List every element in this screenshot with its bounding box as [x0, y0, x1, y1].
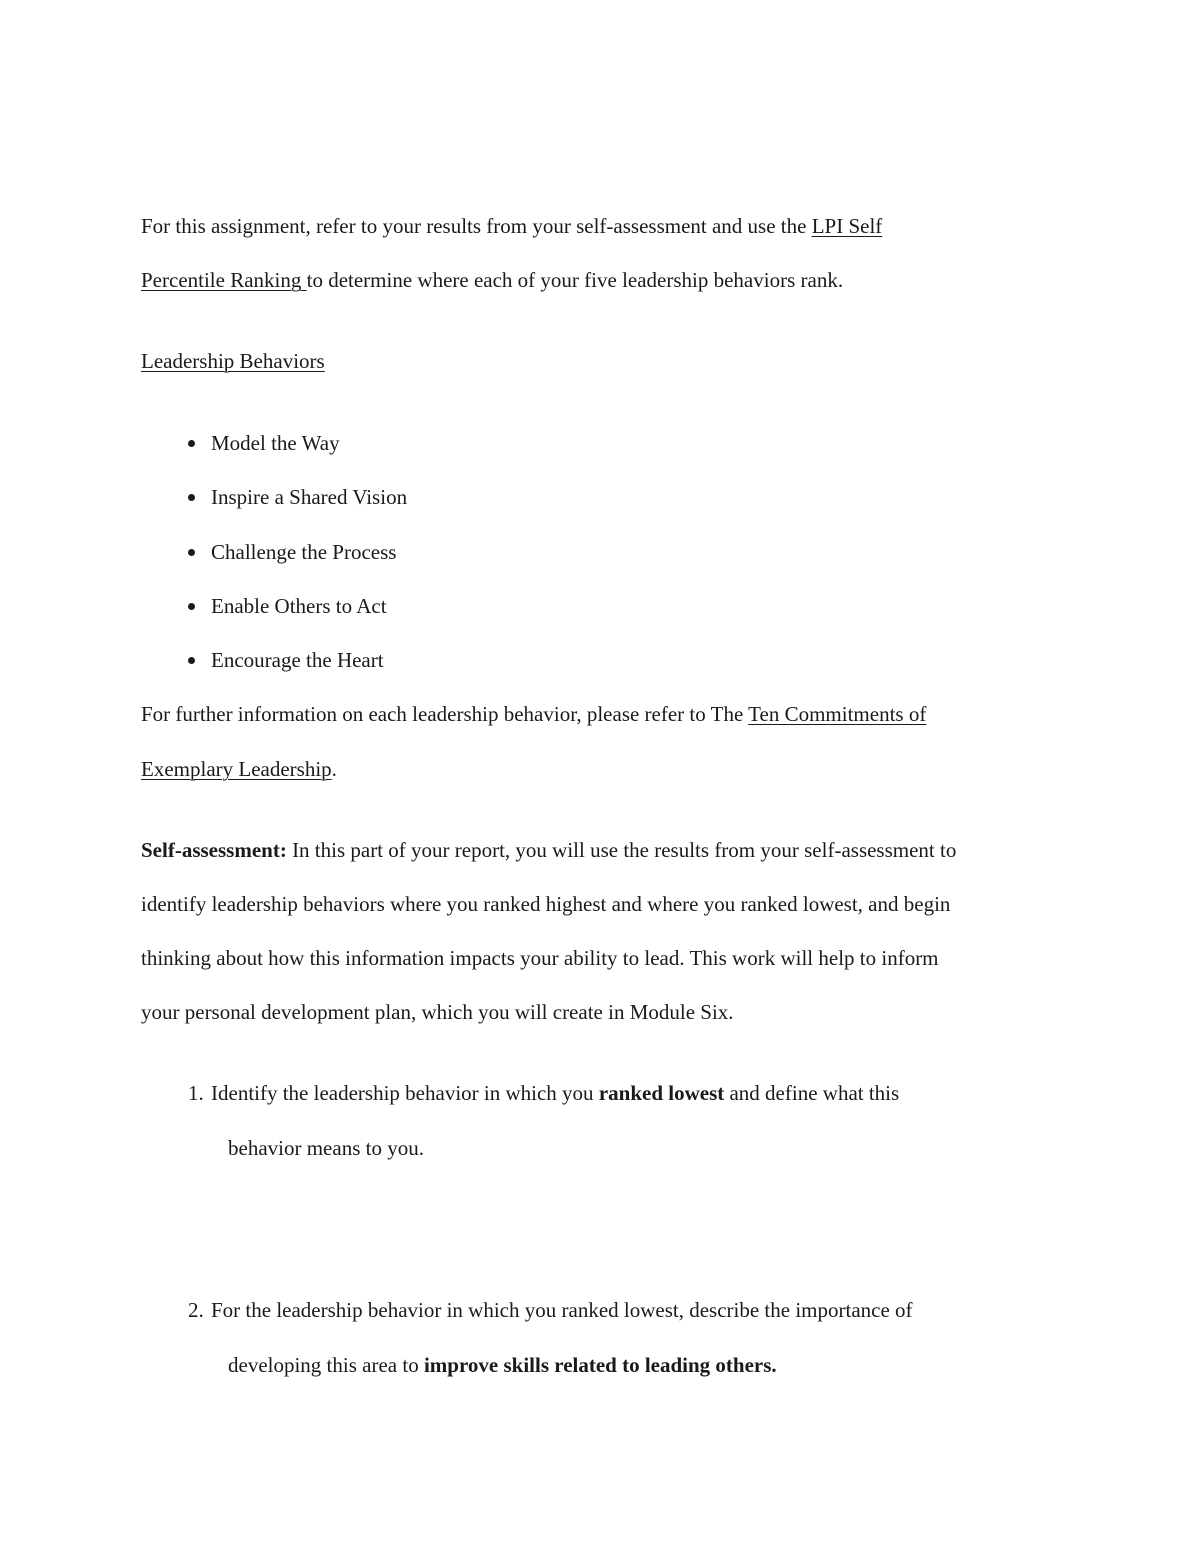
task-2-bold: improve skills related to leading others.: [423, 1353, 777, 1377]
task-1-line-2: behavior means to you.: [228, 1136, 424, 1160]
self-assessment-label: Self-assessment:: [141, 838, 287, 862]
task-number: 2.: [188, 1298, 204, 1322]
ten-commitments-link[interactable]: Ten Commitments of: [748, 702, 927, 726]
bullet-icon: [188, 440, 195, 447]
bullet-icon: [188, 603, 195, 610]
lpi-self-percentile-link[interactable]: LPI Self: [811, 214, 883, 238]
intro-line-2: [141, 266, 843, 294]
behavior-item: Challenge the Process: [211, 540, 397, 564]
lpi-self-percentile-link-cont[interactable]: Percentile Ranking: [141, 268, 307, 292]
intro-text: For this assignment, refer to your results from your self-assessment and use the: [141, 214, 812, 238]
behavior-item: Inspire a Shared Vision: [211, 485, 408, 509]
task-2-text: developing this area to: [228, 1353, 424, 1377]
self-assessment-line-2: identify leadership behaviors where you ranked highest and where you ranked lowest, and begin: [141, 892, 951, 916]
behavior-item: Encourage the Heart: [211, 648, 384, 672]
task-2-line-1: For the leadership behavior in which you ranked lowest, describe the importance of: [211, 1298, 913, 1322]
further-info-line-1: [141, 700, 926, 728]
task-2-line-2: [228, 1351, 777, 1379]
behavior-item: Model the Way: [211, 431, 340, 455]
intro-line-1: [141, 212, 882, 240]
further-info-line-2: [141, 755, 337, 783]
task-1-text-end: and define what this: [724, 1081, 900, 1105]
bullet-icon: [188, 657, 195, 664]
further-info-period: .: [331, 757, 337, 781]
task-1-text: Identify the leadership behavior in which you: [211, 1081, 599, 1105]
behavior-item: Enable Others to Act: [211, 594, 387, 618]
ten-commitments-link-cont[interactable]: Exemplary Leadership: [141, 757, 332, 781]
leadership-behaviors-heading: Leadership Behaviors: [141, 349, 325, 373]
bullet-icon: [188, 494, 195, 501]
self-assessment-line-1: [141, 836, 956, 864]
bullet-icon: [188, 549, 195, 556]
task-number: 1.: [188, 1081, 204, 1105]
self-assessment-line-4: your personal development plan, which you will create in Module Six.: [141, 1000, 734, 1024]
task-1-line-1: [211, 1079, 899, 1107]
self-assessment-line-3: thinking about how this information impacts your ability to lead. This work will help to inform: [141, 946, 939, 970]
further-info-text: For further information on each leadership behavior, please refer to The: [141, 702, 749, 726]
intro-text-cont: to determine where each of your five leadership behaviors rank.: [306, 268, 844, 292]
task-1-bold: ranked lowest: [598, 1081, 725, 1105]
self-assessment-text: In this part of your report, you will use the results from your self-assessment to: [286, 838, 957, 862]
